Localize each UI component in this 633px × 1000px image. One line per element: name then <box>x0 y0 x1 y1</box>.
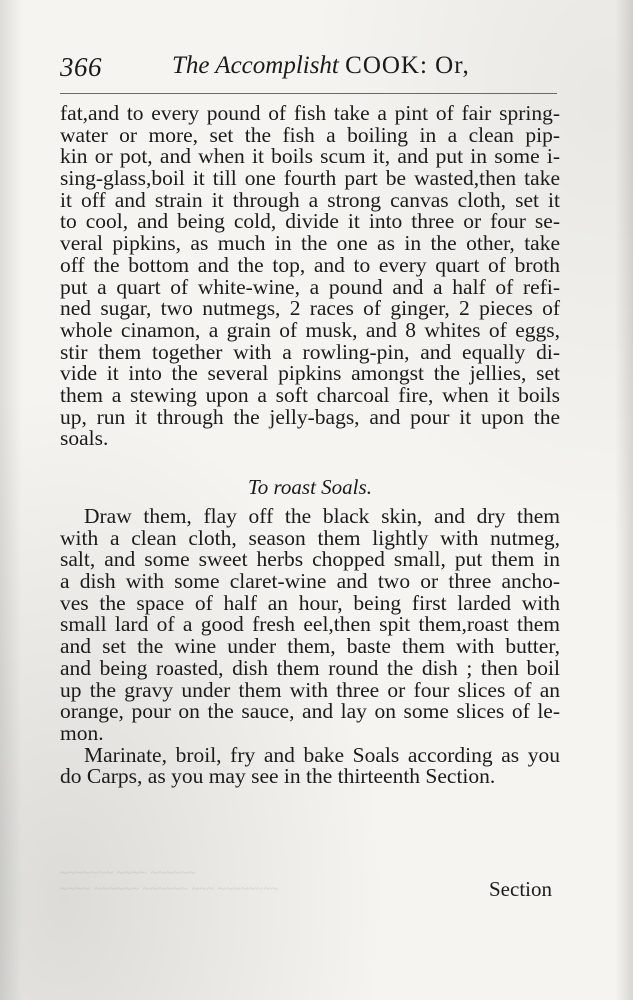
text-line: and set the wine under them, baste them with butter, <box>60 634 560 659</box>
text-line: with a clean cloth, season them lightly with nutmeg, <box>60 525 560 550</box>
page-shadow-right <box>615 0 633 1000</box>
text-line: orange, pour on the sauce, and lay on some slices of le- <box>60 699 560 724</box>
paragraph-2 <box>60 506 560 745</box>
text-line: do Carps, as you may see in the thirteenth Section. <box>60 764 496 789</box>
text-line: Marinate, broil, fry and bake Soals according as you <box>84 742 560 767</box>
text-line: mon. <box>60 720 104 745</box>
text-line: it off and strain it through a strong canvas cloth, set it <box>60 187 560 212</box>
text-line: salt, and some sweet herbs chopped small, put them in <box>60 547 560 572</box>
text-line: small lard of a good fresh eel,then spit them,roast them <box>60 612 560 637</box>
section-heading: To roast Soals. <box>248 475 372 499</box>
text-line: kin or pot, and when it boils scum it, and put in some i- <box>60 144 560 169</box>
running-title <box>172 52 470 80</box>
paragraph-3 <box>60 742 560 789</box>
page-shadow-left <box>0 0 22 1000</box>
text-line: sing-glass,boil it till one fourth part be wasted,then take <box>60 166 560 191</box>
text-line: put a quart of white-wine, a pound and a half of refi- <box>60 274 560 299</box>
body-text <box>60 103 560 788</box>
text-line: ned sugar, two nutmegs, 2 races of ginger, 2 pieces of <box>60 296 560 321</box>
running-title-italic: The Accomplisht <box>172 52 339 79</box>
text-line: up the gravy under them with three or four slices of an <box>60 677 560 702</box>
text-line: whole cinamon, a grain of musk, and 8 whites of eggs, <box>60 317 560 342</box>
text-line: Draw them, flay off the black skin, and dry them <box>84 504 560 528</box>
page-header <box>60 46 560 90</box>
text-line: to cool, and being cold, divide it into three or four se- <box>60 209 560 234</box>
running-title-caps: COOK: Or, <box>345 52 470 79</box>
text-line: ves the space of half an hour, being first larded with <box>60 590 560 615</box>
text-line: a dish with some claret-wine and two or three ancho- <box>60 569 560 594</box>
text-line: and being roasted, dish them round the dish ; then boil <box>60 655 560 680</box>
show-through-text: ~~~~~~~ ~~~~ ~~~~~~ ~~~~ ~~~~~~ ~~~~~~ ~~~ ~~~~~~~~ <box>60 866 279 897</box>
text-line: vide it into the several pipkins amongst the jellies, set <box>60 361 560 386</box>
text-line: veral pipkins, as much in the one as in the other, take <box>60 231 560 256</box>
text-line: up, run it through the jelly-bags, and pour it upon the <box>60 404 560 429</box>
text-line: them a stewing upon a soft charcoal fire, when it boils <box>60 382 560 407</box>
header-rule <box>60 93 557 94</box>
text-line: off the bottom and the top, and to every quart of broth <box>60 252 560 277</box>
page-number: 366 <box>60 52 102 82</box>
text-line: stir them together with a rowling-pin, and equally di- <box>60 339 560 364</box>
catchword: Section <box>489 877 552 901</box>
text-line: water or more, set the fish a boiling in a clean pip- <box>60 122 560 147</box>
paragraph-1 <box>60 103 560 450</box>
text-line: fat,and to every pound of fish take a pint of fair spring- <box>60 101 560 125</box>
text-line: soals. <box>60 426 109 451</box>
